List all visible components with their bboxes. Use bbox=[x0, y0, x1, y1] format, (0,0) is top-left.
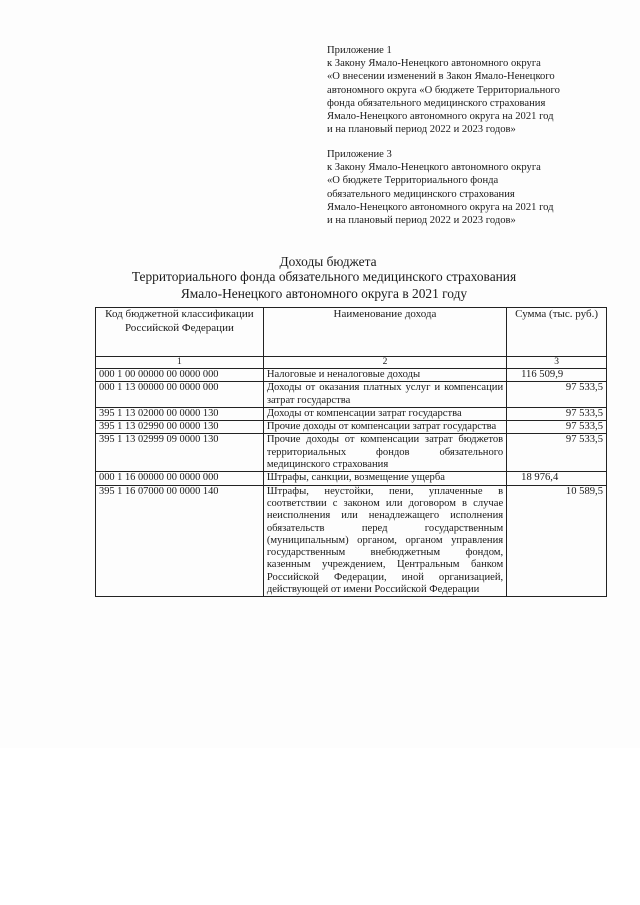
annex-3-line: «О бюджете Территориального фонда bbox=[327, 175, 499, 187]
document-subtitle: Территориального фонда обязательного медицинского страхования bbox=[131, 269, 517, 284]
table-row bbox=[96, 434, 607, 472]
annex-1-line: «О внесении изменений в Закон Ямало-Ненецкого bbox=[327, 71, 555, 83]
row-sum: 10 589,5 bbox=[507, 485, 607, 597]
annex-3-header bbox=[327, 148, 617, 227]
row-name: Прочие доходы от компенсации затрат государства bbox=[263, 421, 506, 434]
table-row bbox=[96, 472, 607, 485]
row-name: Доходы от оказания платных услуг и компенсации затрат государства bbox=[263, 382, 506, 408]
annex-1-line: Приложение 1 bbox=[327, 45, 392, 56]
table-row bbox=[96, 421, 607, 434]
row-code: 000 1 16 00000 00 0000 000 bbox=[96, 472, 264, 485]
row-name: Доходы от компенсации затрат государства bbox=[263, 407, 506, 420]
row-code: 000 1 00 00000 00 0000 000 bbox=[96, 369, 264, 382]
header-sum: Сумма (тыс. руб.) bbox=[507, 308, 607, 357]
annex-3-line: обязательного медицинского страхования bbox=[327, 188, 515, 200]
row-code: 395 1 13 02999 09 0000 130 bbox=[96, 434, 264, 472]
document-title: Доходы бюджета bbox=[279, 254, 377, 269]
row-name: Налоговые и неналоговые доходы bbox=[263, 369, 506, 382]
annex-1-header bbox=[327, 44, 617, 136]
row-sum: 18 976,4 bbox=[507, 472, 607, 485]
column-number: 3 bbox=[507, 357, 607, 369]
revenue-table bbox=[95, 307, 607, 597]
header-code: Код бюджетной классификации Российской Федерации bbox=[96, 308, 264, 357]
row-code: 395 1 13 02000 00 0000 130 bbox=[96, 407, 264, 420]
document-subtitle-region: Ямало-Ненецкого автономного округа в 2021 году bbox=[180, 286, 468, 301]
row-name: Штрафы, санкции, возмещение ущерба bbox=[263, 472, 506, 485]
annex-3-line: к Закону Ямало-Ненецкого автономного округа bbox=[327, 162, 541, 174]
row-name: Штрафы, неустойки, пени, уплаченные в соответствии с законом или договором в случае неисполнения или ненадлежащего исполнения обязательств перед государственным (муниципальным) органом, органом управления государственным внебюджетным фондом, казенным учреждением, Центральным банком Российской Федерации, иной организацией, действующей от имени Российской Федерации bbox=[263, 485, 506, 597]
annex-1-line: фонда обязательного медицинского страхования bbox=[327, 97, 546, 109]
table-row bbox=[96, 407, 607, 420]
annex-3-line: Приложение 3 bbox=[327, 149, 392, 160]
annex-1-line: к Закону Ямало-Ненецкого автономного округа bbox=[327, 58, 541, 70]
row-code: 395 1 16 07000 00 0000 140 bbox=[96, 485, 264, 597]
annex-1-line: и на плановый период 2022 и 2023 годов» bbox=[327, 124, 516, 136]
table-row bbox=[96, 485, 607, 597]
annex-1-line: автономного округа «О бюджете Территориального bbox=[327, 84, 560, 96]
row-sum: 97 533,5 bbox=[507, 434, 607, 472]
annex-1-line: Ямало-Ненецкого автономного округа на 2021 год bbox=[327, 111, 554, 123]
column-number-row bbox=[96, 357, 607, 369]
row-sum: 97 533,5 bbox=[507, 407, 607, 420]
annex-3-line: Ямало-Ненецкого автономного округа на 2021 год bbox=[327, 201, 554, 213]
column-number: 2 bbox=[263, 357, 506, 369]
table-row bbox=[96, 369, 607, 382]
header-name: Наименование дохода bbox=[263, 308, 506, 357]
row-sum: 116 509,9 bbox=[507, 369, 607, 382]
table-row bbox=[96, 382, 607, 408]
column-number: 1 bbox=[96, 357, 264, 369]
row-name: Прочие доходы от компенсации затрат бюджетов территориальных фондов обязательного медицинского страхования bbox=[263, 434, 506, 472]
annex-3-line: и на плановый период 2022 и 2023 годов» bbox=[327, 215, 516, 227]
row-sum: 97 533,5 bbox=[507, 421, 607, 434]
row-code: 395 1 13 02990 00 0000 130 bbox=[96, 421, 264, 434]
row-code: 000 1 13 00000 00 0000 000 bbox=[96, 382, 264, 408]
row-sum: 97 533,5 bbox=[507, 382, 607, 408]
table-header-row bbox=[96, 308, 607, 357]
